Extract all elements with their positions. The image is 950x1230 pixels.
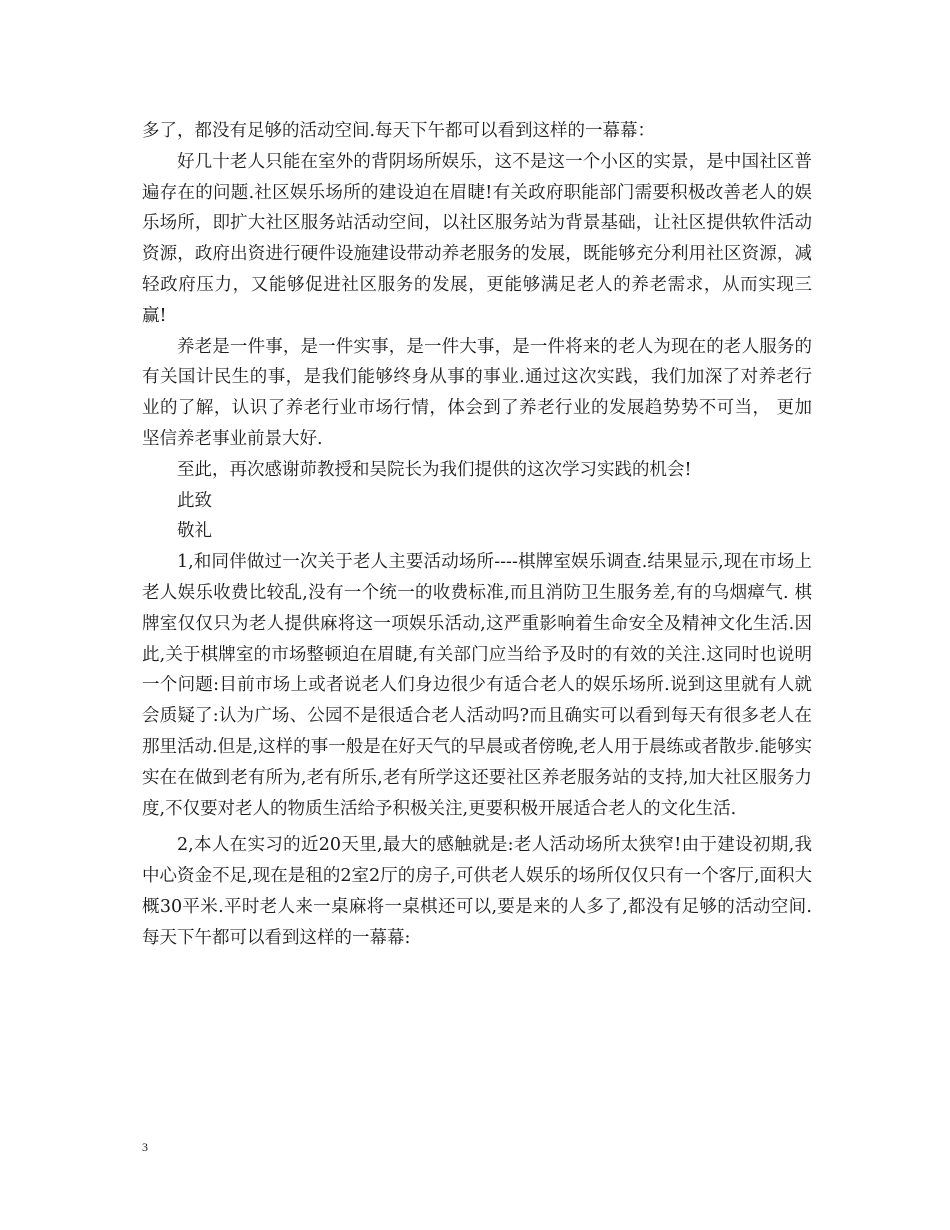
- closing-regards: 敬礼: [177, 521, 212, 542]
- document-body: [142, 116, 812, 954]
- paragraph-thanks: 至此，再次感谢茆教授和吴院长为我们提供的这次学习实践的机会!: [177, 459, 692, 480]
- closing-salutation: 此致: [177, 490, 212, 511]
- page-number: 3: [142, 1140, 148, 1154]
- paragraph-chess-room-survey: 1,和同伴做过一次关于老人主要活动场所----棋牌室娱乐调查.结果显示,现在市场上老人娱乐收费比较乱,没有一个统一的收费标准,而且消防卫生服务差,有的乌烟瘴气. 棋牌室仅仅只为老人提供麻将这一项娱乐活动,这严重影响着生命安全及精神文化生活.因此,关于棋牌室的市场整顿迫在眉睫,有关部门应当给予及时的有效的关注.这同时也说明一个问题:目前市场上或者说老人们身边很少有适合老人的娱乐场所.说到这里就有人就会质疑了:认为广场、公园不是很适合老人活动吗?而且确实可以看到每天有很多老人在那里活动.但是,这样的事一般是在好天气的早晨或者傍晚,老人用于晨练或者散步.能够实实在在做到老有所为,老有所乐,老有所学这还要社区养老服务站的支持,加大社区服务力度,不仅要对老人的物质生活给予积极关注,更要积极开展适合老人的文化生活.: [142, 552, 812, 819]
- paragraph-elderly-entertainment: 好几十老人只能在室外的背阴场所娱乐，这不是这一个小区的实景，是中国社区普遍存在的问题.社区娱乐场所的建设迫在眉睫!有关政府职能部门需要积极改善老人的娱乐场所，即扩大社区服务站活动空间，以社区服务站为背景基础，让社区提供软件活动资源，政府出资进行硬件设施建设带动养老服务的发展，既能够充分利用社区资源，减轻政府压力，又能够促进社区服务的发展，更能够满足老人的养老需求，从而实现三赢!: [142, 151, 812, 326]
- paragraph-elderly-care-career: 养老是一件事，是一件实事，是一件大事，是一件将来的老人为现在的老人服务的有关国计民生的事，是我们能够终身从事的事业.通过这次实践，我们加深了对养老行业的了解，认识了养老行业市场行情，体会到了养老行业的发展趋势势不可当， 更加坚信养老事业前景大好.: [142, 336, 812, 449]
- paragraph-internship-observation: 2,本人在实习的近20天里,最大的感触就是:老人活动场所太狭窄!由于建设初期,我中心资金不足,现在是租的2室2厅的房子,可供老人娱乐的场所仅仅只有一个客厅,面积大概30平米.平时老人来一桌麻将一桌棋还可以,要是来的人多了,都没有足够的活动空间.每天下午都可以看到这样的一幕幕:: [142, 835, 812, 948]
- paragraph-continuation: 多了，都没有足够的活动空间.每天下午都可以看到这样的一幕幕：: [142, 121, 656, 141]
